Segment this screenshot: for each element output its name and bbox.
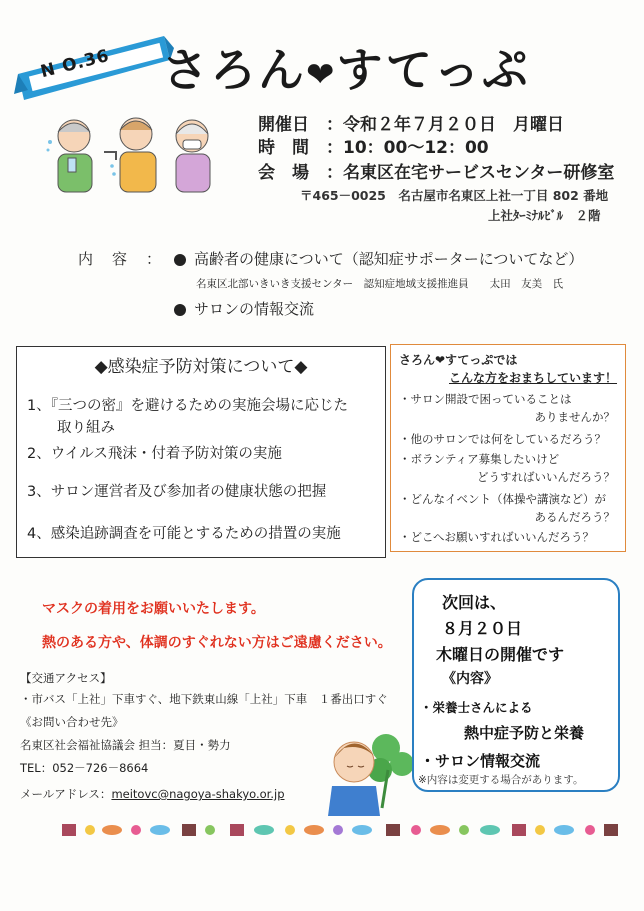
next-item2: ・サロン情報交流 [420, 752, 541, 770]
infection-measures-box [16, 346, 386, 558]
heart-icon: ❤ [306, 55, 337, 95]
next-note: ※内容は変更する場合があります。 [418, 774, 584, 786]
invite-line: どうすればいいんだろう？ [477, 470, 615, 484]
time-row [258, 133, 489, 158]
measure-item: 2、ウイルス飛沫・付着予防対策の実施 [27, 446, 282, 462]
child-clover-illustration [322, 724, 414, 816]
invite-box [390, 344, 626, 552]
measure-item: 取り組み [57, 420, 115, 436]
content-item2 [174, 298, 314, 319]
contact-org: 名東区社会福祉協議会 担当：夏目・勢力 [20, 738, 231, 752]
invite-line: ・どんなイベント（体操や講演など）が [399, 492, 606, 506]
mail-link[interactable]: meitovc@nagoya-shakyo.or.jp [111, 787, 285, 801]
date-value: ：令和２年７月２０日 月曜日 [326, 115, 564, 135]
venue-row [258, 158, 614, 183]
content-item2-text: サロンの情報交流 [194, 300, 315, 318]
next-day: 木曜日の開催です [436, 645, 565, 664]
venue-value: ：名東区在宅サービスセンター研修室 [326, 163, 615, 183]
next-l1: 次回は、 [442, 593, 507, 612]
contact-tel: TEL：052－726－8664 [20, 761, 149, 775]
invite-line: ありませんか？ [534, 410, 615, 424]
measures-heading: ◆感染症予防対策について◆ [94, 357, 308, 377]
next-content-label: 《内容》 [442, 671, 498, 687]
next-item1: ・栄養士さんによる [420, 700, 533, 715]
candy-decoration [60, 818, 620, 842]
issue-number: N O.36 [38, 45, 112, 83]
invite-title2: こんな方をおまちしています！ [449, 371, 618, 385]
address-line2: 上社ﾀｰﾐﾅﾙﾋﾞﾙ ２階 [488, 208, 601, 223]
access-heading: 【交通アクセス】 [20, 671, 112, 685]
measure-item: 4、感染追跡調査を可能とするための措置の実施 [27, 526, 341, 542]
date-label: 開催日 [258, 115, 309, 135]
invite-line: ・サロン開設で困っていることは [399, 392, 572, 406]
time-value: ：10：00～12：00 [326, 138, 489, 158]
venue-label: 会 場 [258, 163, 309, 183]
date-row [258, 110, 564, 135]
next-date: ８月２０日 [442, 619, 523, 638]
issue-ribbon [14, 34, 174, 112]
measure-item: 3、サロン運営者及び参加者の健康状態の把握 [27, 484, 327, 500]
measure-item: 1、『三つの密』を避けるための実施会場に応じた [27, 398, 348, 414]
mask-notice: マスクの着用をお願いいたします。 [42, 601, 265, 617]
invite-line: あるんだろう？ [534, 510, 615, 524]
content-label: 内 容 ： [78, 250, 164, 268]
address-line1: 〒465－0025 名古屋市名東区上社一丁目 802 番地 [300, 188, 609, 203]
next-session-box [412, 578, 620, 792]
contact-heading: 《お問い合わせ先》 [20, 715, 124, 729]
next-item1b: 熱中症予防と栄養 [464, 724, 585, 742]
invite-line: ・ボランティア募集したいけど [399, 452, 560, 466]
invite-line: ・他のサロンでは何をしているだろう？ [399, 432, 606, 446]
title-text: さろん [162, 43, 306, 97]
bullet-icon [174, 254, 186, 266]
invite-line: ・どこへお願いすればいいんだろう？ [399, 530, 595, 544]
speaker: 名東区北部いきいき支援センター 認知症地域支援推進員 太田 友美 氏 [196, 278, 564, 290]
content-item1-text: 高齢者の健康について（認知症サポーターについてなど） [194, 250, 584, 268]
elderly-people-illustration [44, 112, 216, 194]
access-route: ・市バス「上社」下車すぐ、地下鉄東山線「上社」下車 １番出口すぐ [20, 692, 388, 706]
invite-title1: さろん❤すてっぷでは [399, 353, 518, 367]
time-label: 時 間 [258, 138, 309, 158]
fever-notice: 熱のある方や、体調のすぐれない方はご遠慮ください。 [42, 635, 392, 651]
mail-label: メールアドレス： [20, 787, 112, 801]
contact-mail-row [20, 786, 285, 802]
content-item1 [174, 248, 583, 269]
title-tail: すてっぷ [336, 43, 530, 97]
page-title [162, 34, 530, 100]
bullet-icon [174, 304, 186, 316]
